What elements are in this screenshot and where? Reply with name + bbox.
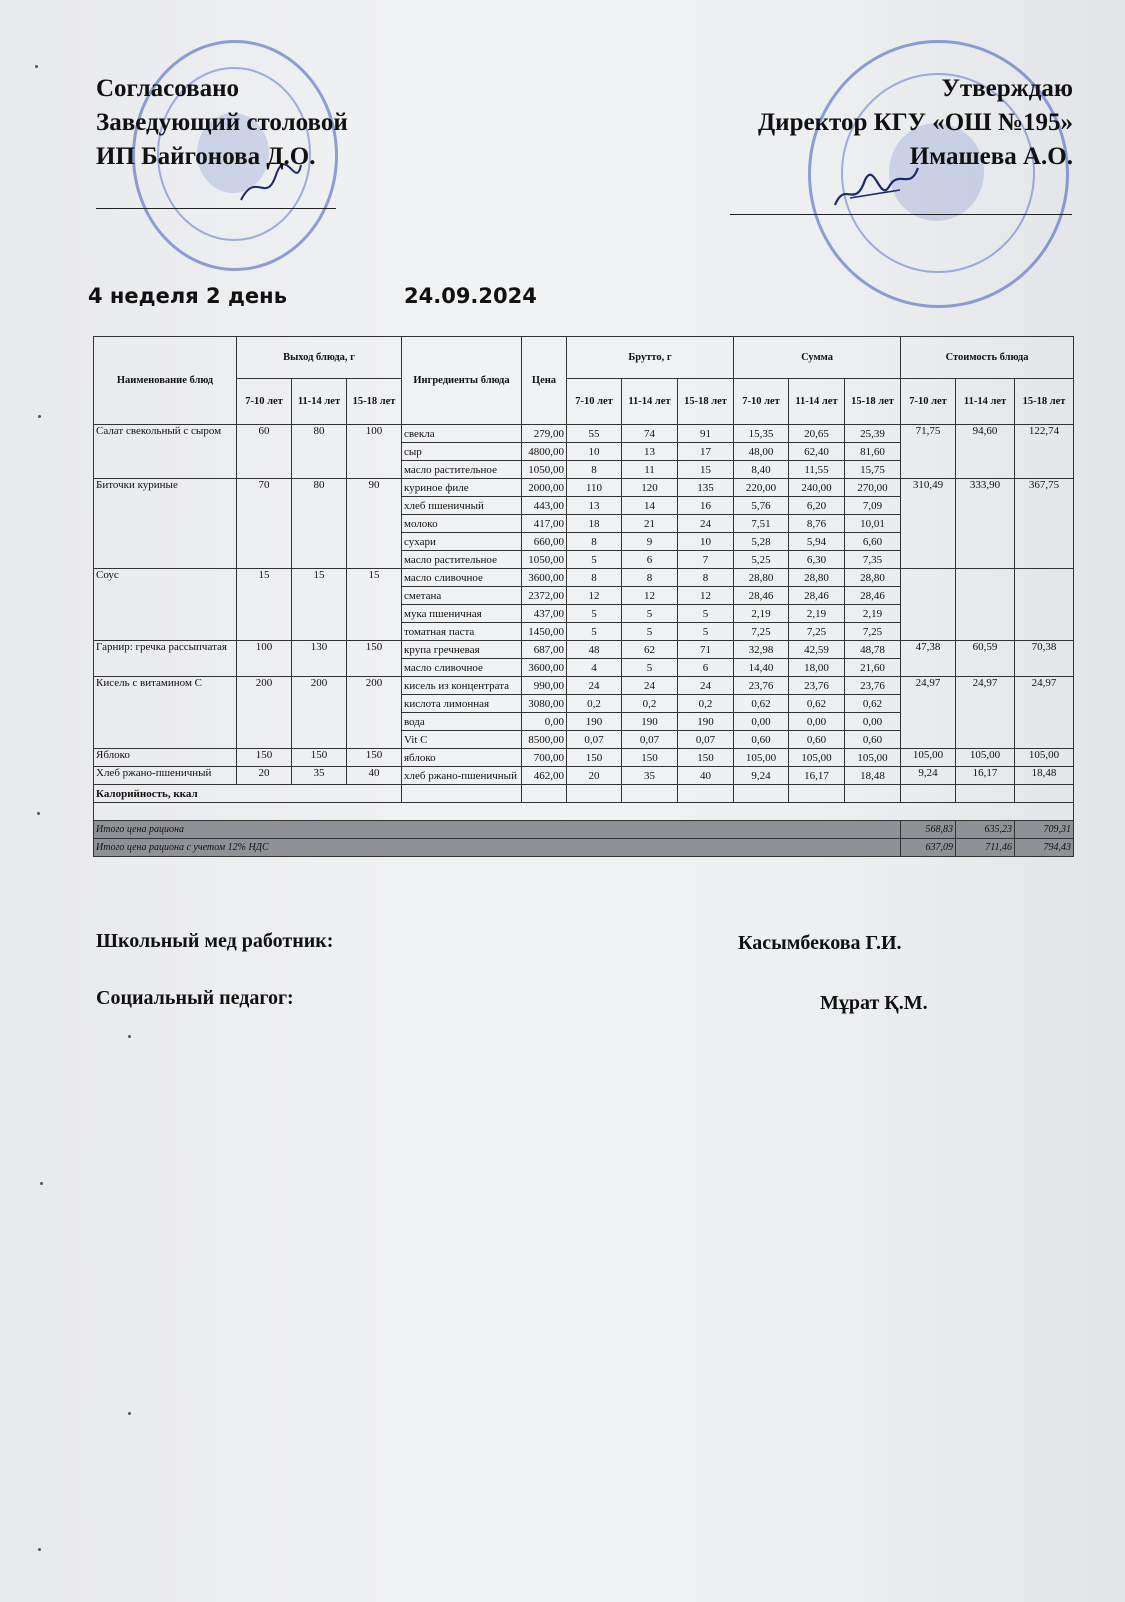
gross-11-14: 5 (622, 623, 678, 641)
sum-7-10: 0,60 (734, 731, 789, 749)
total-label: Итого цена рациона (94, 821, 901, 839)
social-pedagogue-name: Мұрат Қ.М. (820, 992, 928, 1014)
gross-11-14: 13 (622, 443, 678, 461)
gross-7-10: 8 (567, 461, 622, 479)
menu-table-totals (94, 785, 1074, 857)
sum-11-14: 105,00 (789, 749, 845, 767)
yield-7-10: 150 (237, 749, 292, 767)
blank-row (94, 803, 1074, 821)
cost-15-18: 122,74 (1015, 425, 1074, 479)
ingredient-name: масло сливочное (402, 569, 522, 587)
sum-11-14: 18,00 (789, 659, 845, 677)
sum-15-18: 0,62 (845, 695, 901, 713)
yield-7-10: 20 (237, 767, 292, 785)
ingredient-price: 4800,00 (522, 443, 567, 461)
gross-11-14: 5 (622, 659, 678, 677)
ingredient-name: крупа гречневая (402, 641, 522, 659)
gross-7-10: 5 (567, 623, 622, 641)
sum-7-10: 7,25 (734, 623, 789, 641)
ingredient-name: мука пшеничная (402, 605, 522, 623)
sum-15-18: 7,35 (845, 551, 901, 569)
gross-7-10: 8 (567, 569, 622, 587)
sum-7-10: 32,98 (734, 641, 789, 659)
sum-15-18: 0,00 (845, 713, 901, 731)
yield-7-10: 200 (237, 677, 292, 749)
sum-7-10: 28,80 (734, 569, 789, 587)
header-age-7-10: 7-10 лет (734, 379, 789, 425)
cost-11-14: 24,97 (956, 677, 1015, 749)
sum-7-10: 9,24 (734, 767, 789, 785)
sum-15-18: 6,60 (845, 533, 901, 551)
dish-name: Гарнир: гречка рассыпчатая (94, 641, 237, 677)
ingredient-price: 3600,00 (522, 569, 567, 587)
total-row (94, 821, 1074, 839)
yield-15-18: 90 (347, 479, 402, 569)
ingredient-price: 1050,00 (522, 461, 567, 479)
gross-15-18: 0,2 (678, 695, 734, 713)
gross-11-14: 5 (622, 605, 678, 623)
ingredient-price: 2000,00 (522, 479, 567, 497)
sum-11-14: 16,17 (789, 767, 845, 785)
ingredient-price: 1050,00 (522, 551, 567, 569)
approval-block-right (758, 72, 1073, 174)
ingredient-price: 3600,00 (522, 659, 567, 677)
header-age-15-18: 15-18 лет (845, 379, 901, 425)
gross-7-10: 18 (567, 515, 622, 533)
total-vat-label: Итого цена рациона с учетом 12% НДС (94, 839, 901, 857)
gross-15-18: 150 (678, 749, 734, 767)
approval-right-name: Имашева А.О. (909, 143, 1073, 170)
cost-7-10 (901, 569, 956, 641)
sum-7-10: 5,28 (734, 533, 789, 551)
gross-7-10: 24 (567, 677, 622, 695)
cost-7-10: 105,00 (901, 749, 956, 767)
scan-speck (38, 415, 41, 418)
sum-15-18: 0,60 (845, 731, 901, 749)
cost-15-18: 367,75 (1015, 479, 1074, 569)
ingredient-name: сухари (402, 533, 522, 551)
gross-15-18: 5 (678, 605, 734, 623)
ingredient-price: 462,00 (522, 767, 567, 785)
gross-11-14: 120 (622, 479, 678, 497)
gross-7-10: 13 (567, 497, 622, 515)
gross-15-18: 17 (678, 443, 734, 461)
scan-speck (128, 1035, 131, 1038)
header-dish-name: Наименование блюд (94, 337, 237, 425)
gross-7-10: 10 (567, 443, 622, 461)
cost-15-18 (1015, 569, 1074, 641)
sum-15-18: 81,60 (845, 443, 901, 461)
gross-7-10: 8 (567, 533, 622, 551)
ingredient-row (94, 677, 1074, 695)
header-age-7-10: 7-10 лет (237, 379, 292, 425)
cost-7-10: 24,97 (901, 677, 956, 749)
gross-7-10: 150 (567, 749, 622, 767)
ingredient-row (94, 641, 1074, 659)
ingredient-name: масло сливочное (402, 659, 522, 677)
total-vat-row (94, 839, 1074, 857)
sum-11-14: 28,46 (789, 587, 845, 605)
sum-15-18: 10,01 (845, 515, 901, 533)
yield-15-18: 15 (347, 569, 402, 641)
scan-speck (128, 1412, 131, 1415)
sum-7-10: 14,40 (734, 659, 789, 677)
ingredient-row (94, 749, 1074, 767)
sum-15-18: 28,46 (845, 587, 901, 605)
total-vat-7-10: 637,09 (901, 839, 956, 857)
sum-15-18: 23,76 (845, 677, 901, 695)
ingredient-name: куриное филе (402, 479, 522, 497)
ingredient-name: яблоко (402, 749, 522, 767)
sum-11-14: 28,80 (789, 569, 845, 587)
total-15-18: 709,31 (1015, 821, 1074, 839)
sum-7-10: 15,35 (734, 425, 789, 443)
scan-speck (35, 65, 38, 68)
sum-11-14: 6,30 (789, 551, 845, 569)
gross-11-14: 0,07 (622, 731, 678, 749)
gross-7-10: 190 (567, 713, 622, 731)
gross-15-18: 71 (678, 641, 734, 659)
sum-7-10: 7,51 (734, 515, 789, 533)
sum-15-18: 2,19 (845, 605, 901, 623)
gross-15-18: 190 (678, 713, 734, 731)
gross-15-18: 0,07 (678, 731, 734, 749)
total-vat-11-14: 711,46 (956, 839, 1015, 857)
gross-11-14: 21 (622, 515, 678, 533)
cost-11-14: 60,59 (956, 641, 1015, 677)
sum-15-18: 48,78 (845, 641, 901, 659)
gross-15-18: 40 (678, 767, 734, 785)
sum-15-18: 18,48 (845, 767, 901, 785)
sum-11-14: 2,19 (789, 605, 845, 623)
ingredient-price: 660,00 (522, 533, 567, 551)
gross-7-10: 110 (567, 479, 622, 497)
sum-11-14: 6,20 (789, 497, 845, 515)
week-day-label: 4 неделя 2 день (88, 284, 287, 308)
ingredient-name: сметана (402, 587, 522, 605)
cost-15-18: 70,38 (1015, 641, 1074, 677)
dish-name: Кисель с витамином С (94, 677, 237, 749)
scan-speck (40, 1182, 43, 1185)
gross-11-14: 62 (622, 641, 678, 659)
yield-15-18: 40 (347, 767, 402, 785)
header-age-11-14: 11-14 лет (956, 379, 1015, 425)
sum-11-14: 11,55 (789, 461, 845, 479)
sum-7-10: 28,46 (734, 587, 789, 605)
ingredient-price: 2372,00 (522, 587, 567, 605)
approval-approve-label: Утверждаю (941, 75, 1073, 102)
yield-15-18: 200 (347, 677, 402, 749)
approval-left-position: Заведующий столовой (96, 109, 348, 136)
yield-11-14: 80 (292, 425, 347, 479)
header-sum: Сумма (734, 337, 901, 379)
header-age-15-18: 15-18 лет (347, 379, 402, 425)
header-age-15-18: 15-18 лет (678, 379, 734, 425)
ingredient-name: томатная паста (402, 623, 522, 641)
sum-11-14: 42,59 (789, 641, 845, 659)
ingredient-price: 443,00 (522, 497, 567, 515)
gross-11-14: 9 (622, 533, 678, 551)
sum-11-14: 23,76 (789, 677, 845, 695)
sum-11-14: 5,94 (789, 533, 845, 551)
gross-7-10: 5 (567, 605, 622, 623)
header-age-11-14: 11-14 лет (789, 379, 845, 425)
sum-7-10: 0,62 (734, 695, 789, 713)
ingredient-price: 437,00 (522, 605, 567, 623)
cost-11-14 (956, 569, 1015, 641)
header-age-11-14: 11-14 лет (622, 379, 678, 425)
yield-11-14: 130 (292, 641, 347, 677)
social-pedagogue-label: Социальный педагог: (96, 987, 294, 1009)
yield-15-18: 150 (347, 749, 402, 767)
dish-name: Салат свекольный с сыром (94, 425, 237, 479)
ingredient-price: 8500,00 (522, 731, 567, 749)
sum-7-10: 105,00 (734, 749, 789, 767)
gross-15-18: 16 (678, 497, 734, 515)
cost-7-10: 71,75 (901, 425, 956, 479)
ingredient-row (94, 479, 1074, 497)
gross-15-18: 7 (678, 551, 734, 569)
ingredient-price: 700,00 (522, 749, 567, 767)
gross-11-14: 8 (622, 569, 678, 587)
ingredient-name: кислота лимонная (402, 695, 522, 713)
gross-11-14: 190 (622, 713, 678, 731)
sum-15-18: 21,60 (845, 659, 901, 677)
gross-15-18: 10 (678, 533, 734, 551)
header-cost: Стоимость блюда (901, 337, 1074, 379)
cost-15-18: 24,97 (1015, 677, 1074, 749)
gross-7-10: 48 (567, 641, 622, 659)
gross-11-14: 74 (622, 425, 678, 443)
gross-11-14: 35 (622, 767, 678, 785)
ingredient-name: масло растительное (402, 551, 522, 569)
header-price: Цена (522, 337, 567, 425)
calories-label: Калорийность, ккал (94, 785, 402, 803)
sum-11-14: 7,25 (789, 623, 845, 641)
total-11-14: 635,23 (956, 821, 1015, 839)
gross-15-18: 91 (678, 425, 734, 443)
sum-11-14: 0,00 (789, 713, 845, 731)
sum-15-18: 105,00 (845, 749, 901, 767)
sum-11-14: 240,00 (789, 479, 845, 497)
ingredient-name: Vit C (402, 731, 522, 749)
ingredient-price: 1450,00 (522, 623, 567, 641)
yield-15-18: 150 (347, 641, 402, 677)
dish-name: Соус (94, 569, 237, 641)
yield-11-14: 15 (292, 569, 347, 641)
yield-11-14: 150 (292, 749, 347, 767)
total-vat-15-18: 794,43 (1015, 839, 1074, 857)
ingredient-row (94, 569, 1074, 587)
yield-7-10: 70 (237, 479, 292, 569)
cost-15-18: 18,48 (1015, 767, 1074, 785)
sum-15-18: 15,75 (845, 461, 901, 479)
signature-line-right (730, 214, 1072, 215)
scan-speck (37, 812, 40, 815)
header-gross: Брутто, г (567, 337, 734, 379)
ingredient-row (94, 425, 1074, 443)
ingredient-name: сыр (402, 443, 522, 461)
approval-block-left (96, 72, 348, 174)
yield-11-14: 80 (292, 479, 347, 569)
sum-7-10: 5,25 (734, 551, 789, 569)
header-ingredients: Ингредиенты блюда (402, 337, 522, 425)
gross-11-14: 150 (622, 749, 678, 767)
gross-11-14: 11 (622, 461, 678, 479)
gross-7-10: 4 (567, 659, 622, 677)
ingredient-price: 3080,00 (522, 695, 567, 713)
menu-date: 24.09.2024 (404, 284, 537, 308)
ingredient-name: свекла (402, 425, 522, 443)
med-worker-name: Касымбекова Г.И. (738, 932, 902, 954)
gross-15-18: 12 (678, 587, 734, 605)
sum-15-18: 7,09 (845, 497, 901, 515)
cost-11-14: 94,60 (956, 425, 1015, 479)
sum-7-10: 23,76 (734, 677, 789, 695)
dish-name: Яблоко (94, 749, 237, 767)
gross-7-10: 5 (567, 551, 622, 569)
sum-15-18: 270,00 (845, 479, 901, 497)
calories-row (94, 785, 1074, 803)
gross-15-18: 135 (678, 479, 734, 497)
gross-15-18: 24 (678, 677, 734, 695)
dish-name: Хлеб ржано-пшеничный (94, 767, 237, 785)
ingredient-price: 990,00 (522, 677, 567, 695)
header-yield: Выход блюда, г (237, 337, 402, 379)
gross-7-10: 12 (567, 587, 622, 605)
scan-speck (38, 1548, 41, 1551)
gross-15-18: 6 (678, 659, 734, 677)
approval-right-position: Директор КГУ «ОШ №195» (757, 109, 1073, 136)
cost-11-14: 105,00 (956, 749, 1015, 767)
sum-11-14: 0,60 (789, 731, 845, 749)
med-worker-label: Школьный мед работник: (96, 930, 334, 952)
gross-11-14: 6 (622, 551, 678, 569)
sum-7-10: 2,19 (734, 605, 789, 623)
sum-15-18: 25,39 (845, 425, 901, 443)
ingredient-name: молоко (402, 515, 522, 533)
gross-11-14: 14 (622, 497, 678, 515)
ingredient-name: хлеб ржано-пшеничный (402, 767, 522, 785)
gross-15-18: 5 (678, 623, 734, 641)
yield-11-14: 35 (292, 767, 347, 785)
sum-15-18: 28,80 (845, 569, 901, 587)
yield-7-10: 60 (237, 425, 292, 479)
cost-11-14: 333,90 (956, 479, 1015, 569)
header-age-11-14: 11-14 лет (292, 379, 347, 425)
sum-7-10: 5,76 (734, 497, 789, 515)
sum-11-14: 20,65 (789, 425, 845, 443)
yield-15-18: 100 (347, 425, 402, 479)
gross-11-14: 0,2 (622, 695, 678, 713)
ingredient-name: кисель из концентрата (402, 677, 522, 695)
approval-agreed-label: Согласовано (96, 75, 240, 102)
gross-11-14: 12 (622, 587, 678, 605)
gross-7-10: 0,07 (567, 731, 622, 749)
ingredient-name: масло растительное (402, 461, 522, 479)
gross-15-18: 15 (678, 461, 734, 479)
ingredient-name: хлеб пшеничный (402, 497, 522, 515)
sum-7-10: 220,00 (734, 479, 789, 497)
gross-11-14: 24 (622, 677, 678, 695)
menu-table-body (94, 425, 1074, 785)
sum-11-14: 8,76 (789, 515, 845, 533)
sum-7-10: 8,40 (734, 461, 789, 479)
cost-7-10: 47,38 (901, 641, 956, 677)
sum-11-14: 62,40 (789, 443, 845, 461)
cost-11-14: 16,17 (956, 767, 1015, 785)
sum-11-14: 0,62 (789, 695, 845, 713)
signature-line-left (96, 208, 336, 209)
ingredient-price: 687,00 (522, 641, 567, 659)
sum-15-18: 7,25 (845, 623, 901, 641)
sum-7-10: 48,00 (734, 443, 789, 461)
gross-7-10: 20 (567, 767, 622, 785)
header-age-15-18: 15-18 лет (1015, 379, 1074, 425)
total-7-10: 568,83 (901, 821, 956, 839)
ingredient-price: 0,00 (522, 713, 567, 731)
gross-15-18: 24 (678, 515, 734, 533)
menu-table (93, 336, 1074, 857)
header-age-7-10: 7-10 лет (567, 379, 622, 425)
gross-15-18: 8 (678, 569, 734, 587)
cost-7-10: 9,24 (901, 767, 956, 785)
cost-7-10: 310,49 (901, 479, 956, 569)
yield-7-10: 15 (237, 569, 292, 641)
ingredient-price: 417,00 (522, 515, 567, 533)
sum-7-10: 0,00 (734, 713, 789, 731)
yield-11-14: 200 (292, 677, 347, 749)
gross-7-10: 55 (567, 425, 622, 443)
dish-name: Биточки куриные (94, 479, 237, 569)
ingredient-price: 279,00 (522, 425, 567, 443)
ingredient-row (94, 767, 1074, 785)
yield-7-10: 100 (237, 641, 292, 677)
ingredient-name: вода (402, 713, 522, 731)
cost-15-18: 105,00 (1015, 749, 1074, 767)
approval-left-name: ИП Байгонова Д.О. (96, 143, 316, 170)
header-age-7-10: 7-10 лет (901, 379, 956, 425)
gross-7-10: 0,2 (567, 695, 622, 713)
